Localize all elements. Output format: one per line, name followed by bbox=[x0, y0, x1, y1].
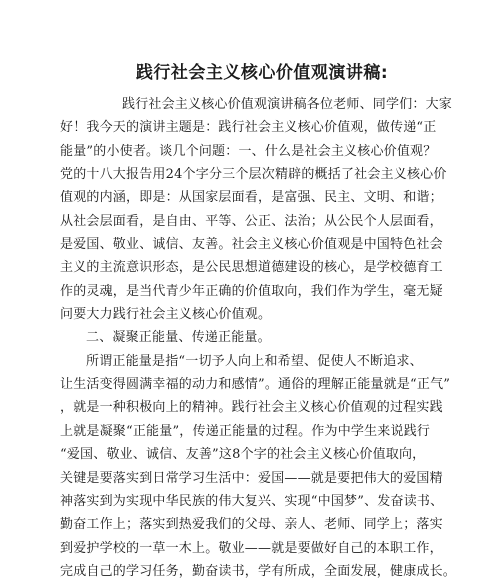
text-line: 是爱国、敬业、诚信、友善。社会主义核心价值观是中国特色社会 bbox=[60, 237, 443, 253]
text-line: 主义的主流意识形态，是公民思想道德建设的核心，是学校德育工 bbox=[60, 260, 443, 276]
text-line: 能量”的小使者。谈几个问题：一、什么是社会主义核心价值观？ bbox=[60, 143, 437, 159]
document-title: 践行社会主义核心价值观演讲稿: bbox=[135, 63, 389, 83]
text-line: 关键是要落实到日常学习生活中：爱国——就是要把伟大的爱国精 bbox=[60, 470, 443, 486]
text-line: 上就是凝聚“正能量”，传递正能量的过程。作为中学生来说践行 bbox=[60, 423, 431, 439]
section-heading: 二、凝聚正能量、传递正能量。 bbox=[86, 330, 271, 346]
text-line: 好！我今天的演讲主题是：践行社会主义核心价值观，做传递“正 bbox=[60, 120, 437, 136]
text-line: 所谓正能量是指“一切予人向上和希望、促使人不断追求、 bbox=[86, 353, 423, 369]
text-line: ，就是一种积极向上的精神。践行社会主义核心价值观的过程实践 bbox=[60, 400, 443, 416]
text-line: “爱国、敬业、诚信、友善”这8个字的社会主义核心价值取向， bbox=[60, 447, 426, 463]
text-line: 作的灵魂，是当代青少年正确的价值取向，我们作为学生，毫无疑 bbox=[60, 283, 443, 299]
text-line: 党的十八大报告用24个字分三个层次精辟的概括了社会主义核心价 bbox=[60, 167, 447, 183]
text-line: 勤奋工作上；落实到热爱我们的父母、亲人、老师、同学上；落实 bbox=[60, 517, 443, 533]
text-line: 践行社会主义核心价值观演讲稿各位老师、同学们：大家 bbox=[122, 97, 453, 112]
text-line: 从社会层面看，是自由、平等、公正、法治；从公民个人层面看， bbox=[60, 213, 443, 229]
document-body bbox=[60, 93, 472, 583]
text-line: 神落实到为实现中华民族的伟大复兴、实现“中国梦”、发奋读书、 bbox=[60, 493, 444, 509]
text-line: 完成自己的学习任务，勤奋读书，学有所成，全面发展，健康成长。 bbox=[60, 563, 457, 579]
text-line: 到爱护学校的一草一木上。敬业——就是要做好自己的本职工作， bbox=[60, 540, 443, 556]
text-line: 让生活变得圆满幸福的动力和感情”。通俗的理解正能量就是“正气” bbox=[60, 377, 451, 393]
text-line: 值观的内涵，即是：从国家层面看，是富强、民主、文明、和谐； bbox=[60, 190, 443, 206]
text-line: 问要大力践行社会主义核心价值观。 bbox=[60, 307, 272, 323]
